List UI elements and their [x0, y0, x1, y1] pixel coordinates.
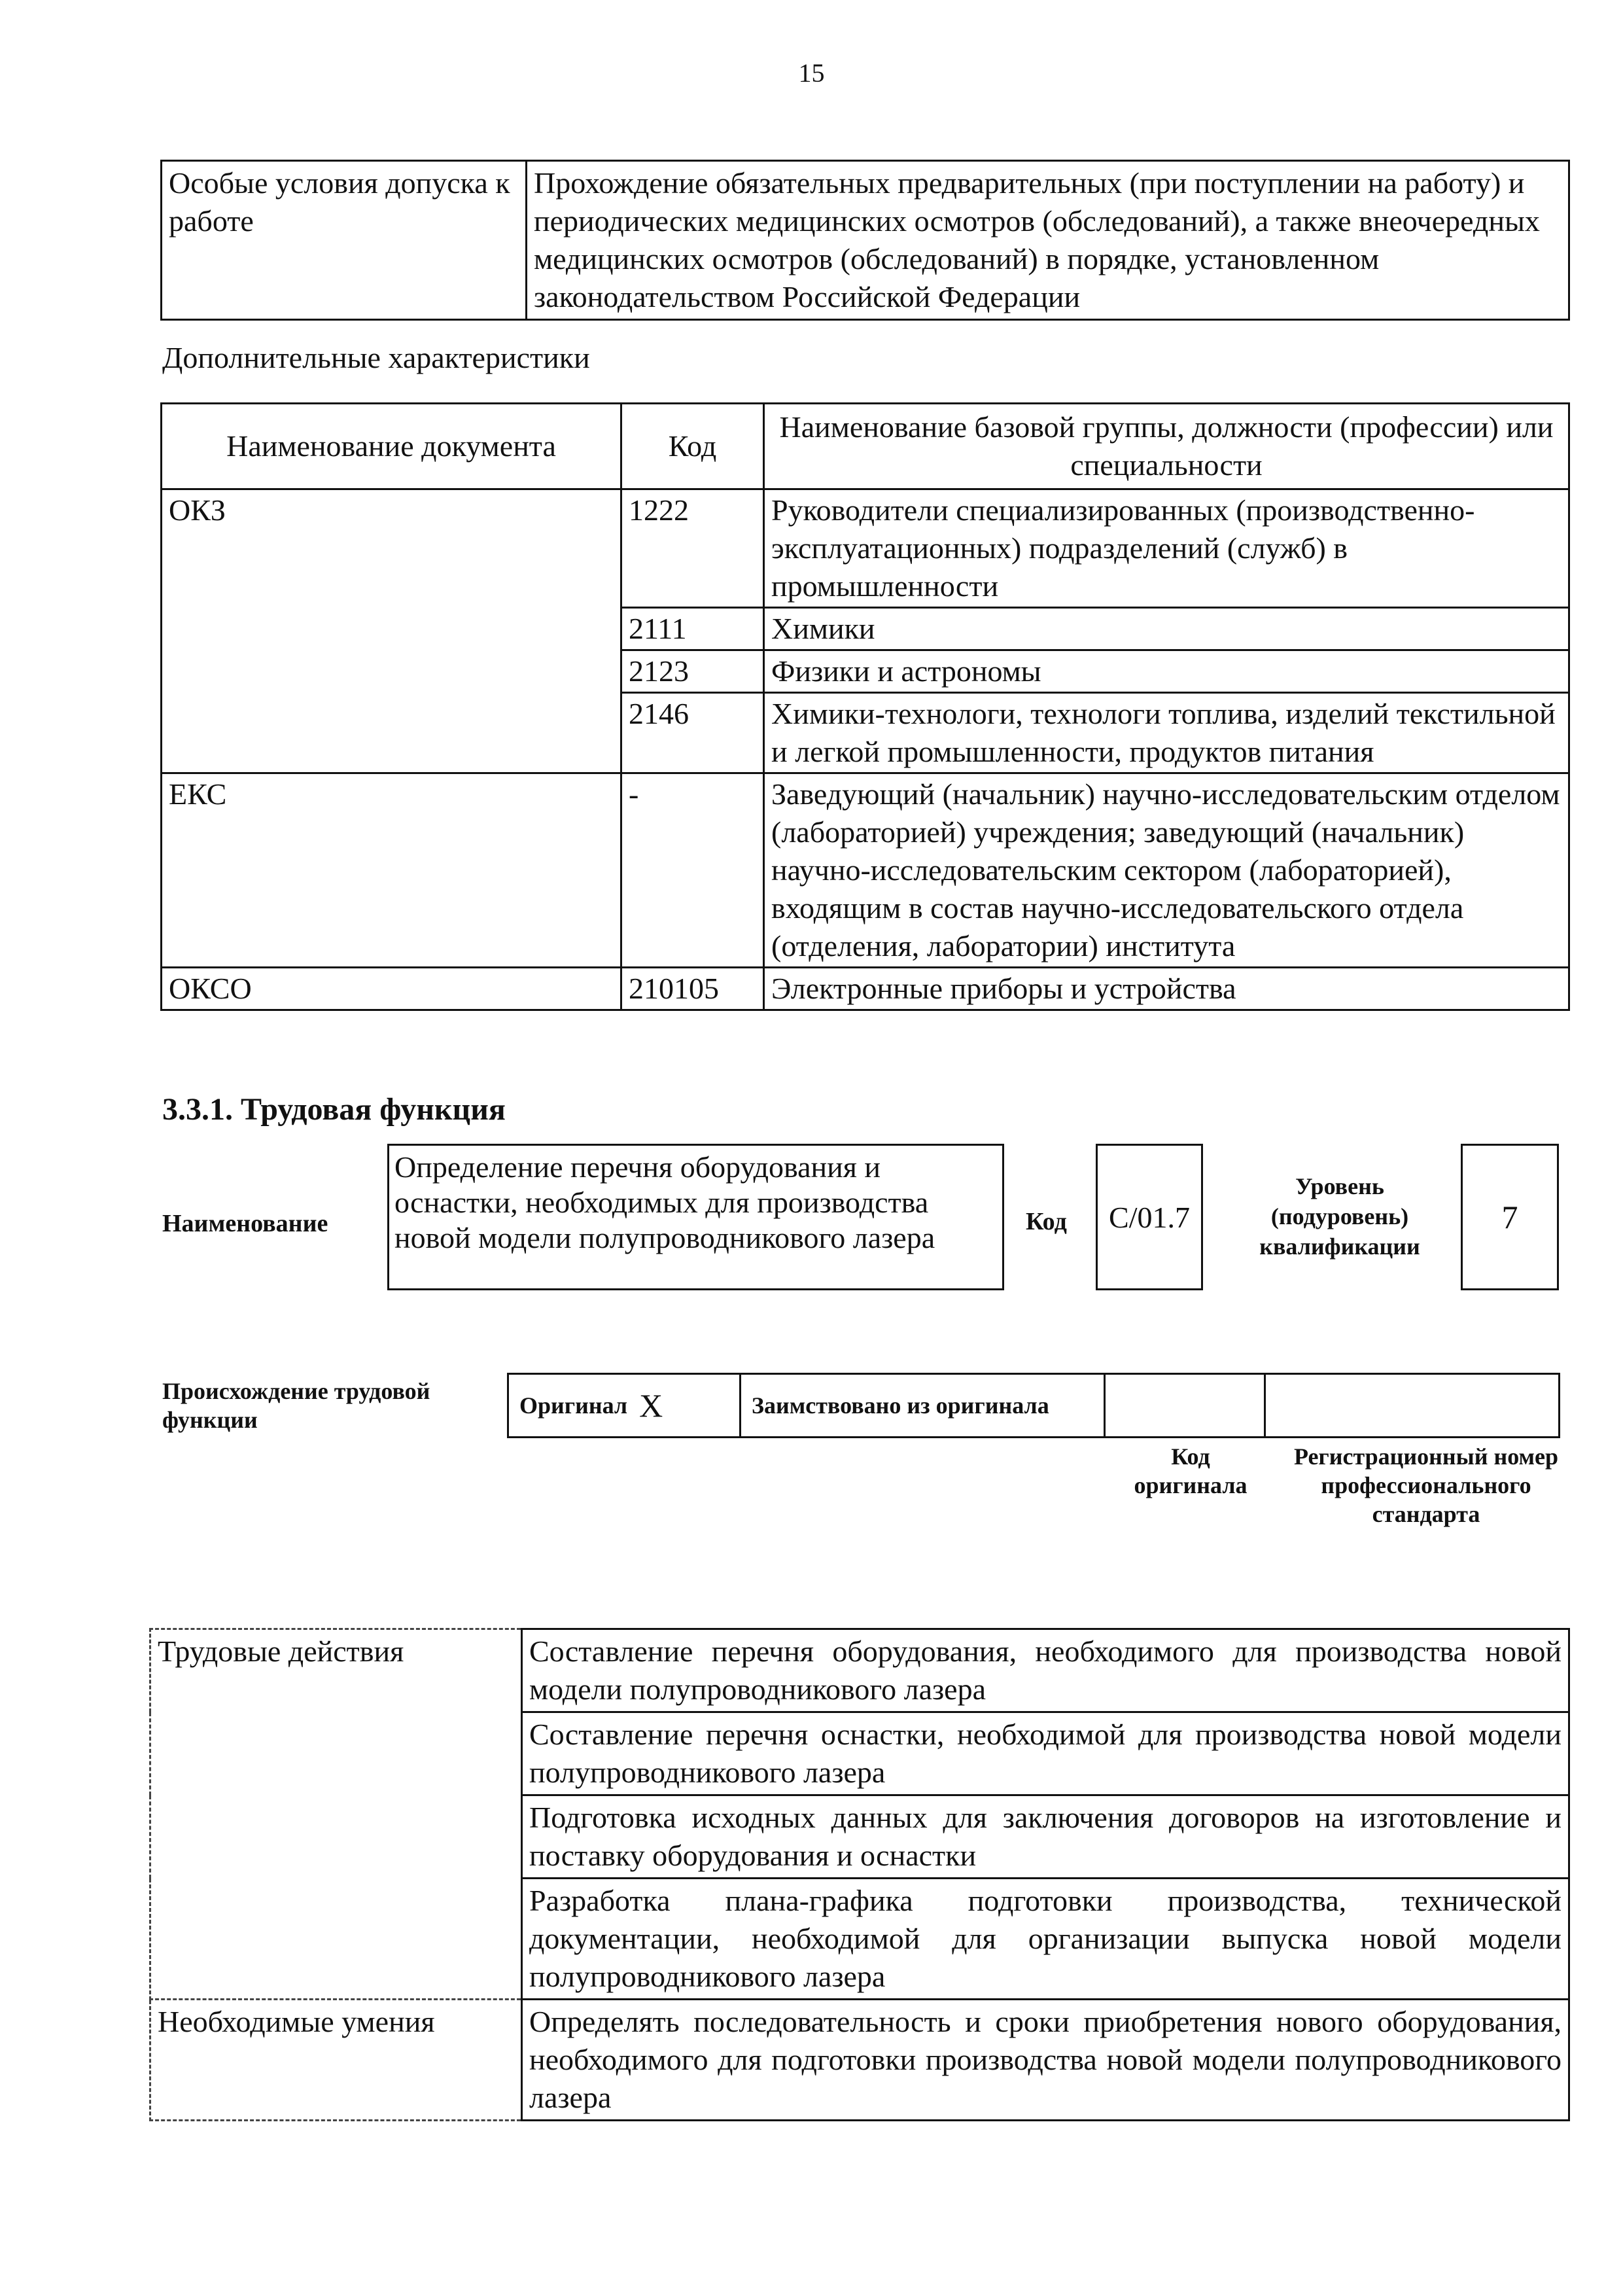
origin-label: Происхождение трудовой функции [162, 1378, 430, 1433]
origin-reg-cell [1266, 1375, 1558, 1436]
header-code: Код [621, 404, 764, 489]
origin-borrowed-cell [741, 1375, 1106, 1436]
borrowed-label: Заимствовано из оригинала [752, 1392, 1049, 1419]
code-cell: - [621, 773, 764, 968]
conditions-label: Особые условия допуска к работе [162, 161, 527, 320]
actions-label: Трудовые действия [150, 1629, 522, 2000]
code-cell: 2123 [621, 650, 764, 693]
code-caption: Код оригинала [1134, 1443, 1248, 1498]
code-cell: 2146 [621, 693, 764, 773]
table-row [162, 968, 1569, 1010]
original-label: Оригинал [519, 1392, 628, 1419]
origin-box [507, 1373, 1560, 1438]
function-name-value: Определение перечня оборудования и оснастки, необходимых для производства новой модели полупроводникового лазера [387, 1144, 1004, 1290]
page-number: 15 [798, 58, 825, 88]
doc-cell: ОКСО [162, 968, 621, 1010]
header-document: Наименование документа [162, 404, 621, 489]
additional-title: Дополнительные характеристики [162, 341, 590, 374]
table-row [162, 773, 1569, 968]
original-mark: X [639, 1387, 663, 1424]
name-cell: Заведующий (начальник) научно-исследовательским отделом (лабораторией) учреждения; заведующий (начальник) научно-исследовательским сектором (лабораторией), входящим в состав научно-исследовательского отдела (отделения, лаборатории) института [764, 773, 1569, 968]
table-header-row [162, 404, 1569, 489]
table-row [150, 2000, 1569, 2121]
level-value: 7 [1461, 1144, 1559, 1290]
skills-label: Необходимые умения [150, 2000, 522, 2121]
name-cell: Химики [764, 608, 1569, 650]
name-cell: Электронные приборы и устройства [764, 968, 1569, 1010]
name-cell: Химики-технологи, технологи топлива, изделий текстильной и легкой промышленности, продуктов питания [764, 693, 1569, 773]
reg-caption: Регистрационный номер профессионального стандарта [1293, 1443, 1559, 1527]
doc-cell: ЕКС [162, 773, 621, 968]
actions-table [149, 1628, 1570, 2121]
additional-table [160, 402, 1570, 1011]
action-item: Составление перечня оснастки, необходимой для производства новой модели полупроводникового лазера [522, 1712, 1569, 1795]
table-row [162, 489, 1569, 608]
code-cell: 2111 [621, 608, 764, 650]
conditions-table [160, 160, 1570, 321]
table-row [150, 1629, 1569, 1712]
name-cell: Физики и астрономы [764, 650, 1569, 693]
table-row [162, 161, 1569, 320]
conditions-text: Прохождение обязательных предварительных (при поступлении на работу) и периодических медицинских осмотров (обследований), а также внеочередных медицинских осмотров (обследований) в порядке, установленном законодательством Российской Федерации [527, 161, 1569, 320]
code-cell: 1222 [621, 489, 764, 608]
function-code-value: C/01.7 [1096, 1144, 1203, 1290]
doc-cell: ОКЗ [162, 489, 621, 773]
function-name-label: Наименование [162, 1210, 328, 1237]
origin-original-cell [509, 1375, 741, 1436]
code-cell: 210105 [621, 968, 764, 1010]
code-label: Код [1026, 1208, 1067, 1235]
action-item: Составление перечня оборудования, необходимого для производства новой модели полупроводникового лазера [522, 1629, 1569, 1712]
skill-item: Определять последовательность и сроки приобретения нового оборудования, необходимого для подготовки производства новой модели полупроводникового лазера [522, 2000, 1569, 2121]
section-title: 3.3.1. Трудовая функция [162, 1092, 506, 1127]
action-item: Подготовка исходных данных для заключения договоров на изготовление и поставку оборудования и оснастки [522, 1795, 1569, 1879]
header-name: Наименование базовой группы, должности (профессии) или специальности [764, 404, 1569, 489]
level-label: Уровень (подуровень) квалификации [1259, 1173, 1420, 1260]
action-item: Разработка плана-графика подготовки производства, технической документации, необходимой для организации выпуска новой модели полупроводникового лазера [522, 1879, 1569, 2000]
origin-code-cell [1106, 1375, 1266, 1436]
name-cell: Руководители специализированных (производственно-эксплуатационных) подразделений (служб) в промышленности [764, 489, 1569, 608]
